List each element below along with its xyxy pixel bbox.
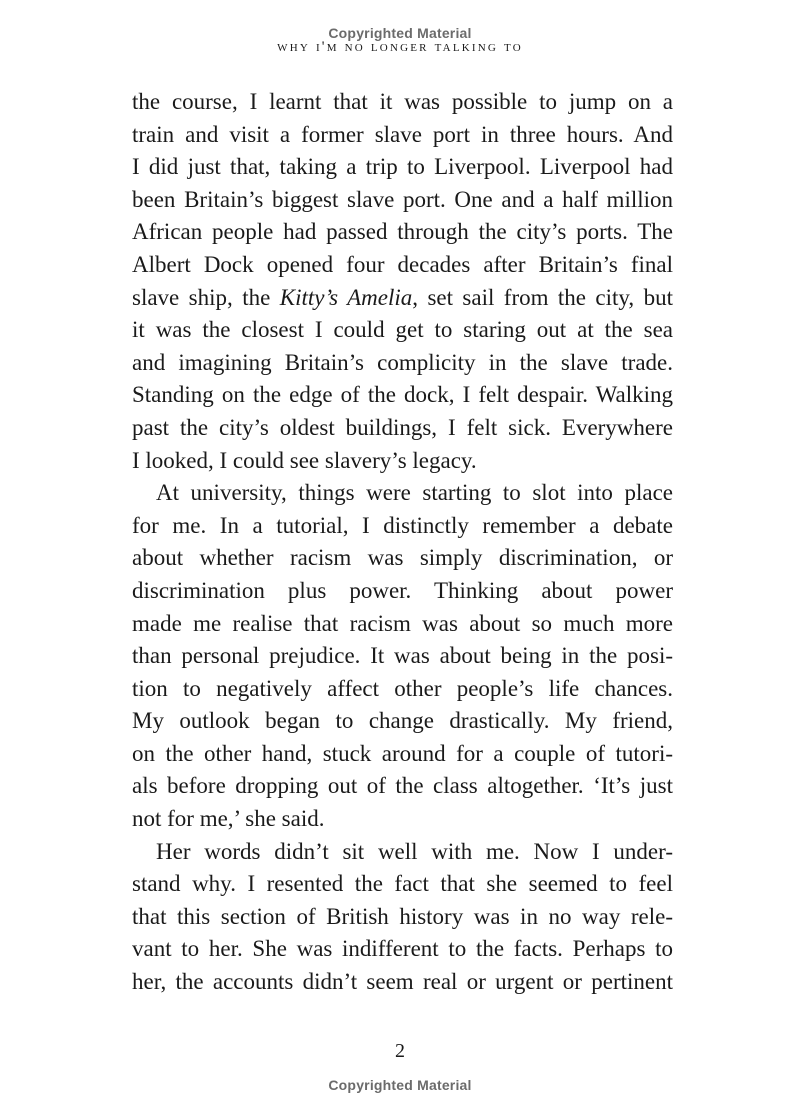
text-line: than personal prejudice. It was about being in the posi- [132,643,673,669]
text-line: My outlook began to change drastically. My friend, [132,708,673,734]
text-line: and imagining Britain’s complicity in the slave trade. [132,349,673,375]
text-line: tion to negatively affect other people’s life chances. [132,675,673,701]
page-number: 2 [395,1040,405,1062]
text-line: about whether racism was simply discrimination, or [132,545,673,571]
text-line: vant to her. She was indifferent to the facts. Perhaps to [132,936,673,962]
text-line: African people had passed through the city’s ports. The [132,219,673,245]
text-line: not for me,’ she said. [132,806,325,832]
text-segment: , set sail from the city, but [412,284,673,310]
ship-name: Kitty’s Amelia [279,284,413,310]
text-line [132,282,673,315]
text-segment: slave ship, the [132,284,280,310]
text-line: that this section of British history was in no way rele- [132,903,673,929]
text-line: At university, things were starting to slot into place [156,480,673,506]
text-line: I looked, I could see slavery’s legacy. [132,447,477,473]
text-line: als before dropping out of the class altogether. ‘It’s just [132,773,673,799]
running-head: why i'm no longer talking to [277,39,523,55]
copyright-watermark-bottom: Copyrighted Material [328,1077,472,1093]
text-line: Standing on the edge of the dock, I felt despair. Walking [132,382,673,408]
text-line: on the other hand, stuck around for a couple of tutori- [132,740,673,766]
text-line: I did just that, taking a trip to Liverpool. Liverpool had [132,154,673,180]
text-line: past the city’s oldest buildings, I felt sick. Everywhere [132,414,673,440]
text-line: Her words didn’t sit well with me. Now I under- [156,838,673,864]
text-line: discrimination plus power. Thinking about power [132,577,673,603]
text-line: her, the accounts didn’t seem real or urgent or pertinent [132,969,673,995]
text-line: train and visit a former slave port in three hours. And [132,121,673,147]
text-line: the course, I learnt that it was possible to jump on a [132,89,673,114]
copyright-watermark-top: Copyrighted Material [328,25,472,41]
text-line: for me. In a tutorial, I distinctly remember a debate [132,512,673,538]
body-text [132,86,673,999]
text-line: stand why. I resented the fact that she seemed to feel [132,871,673,897]
text-line: been Britain’s biggest slave port. One and a half million [132,186,673,212]
text-line: it was the closest I could get to staring out at the sea [132,317,673,343]
text-line: made me realise that racism was about so much more [132,610,673,636]
text-line: Albert Dock opened four decades after Britain’s final [132,251,673,277]
